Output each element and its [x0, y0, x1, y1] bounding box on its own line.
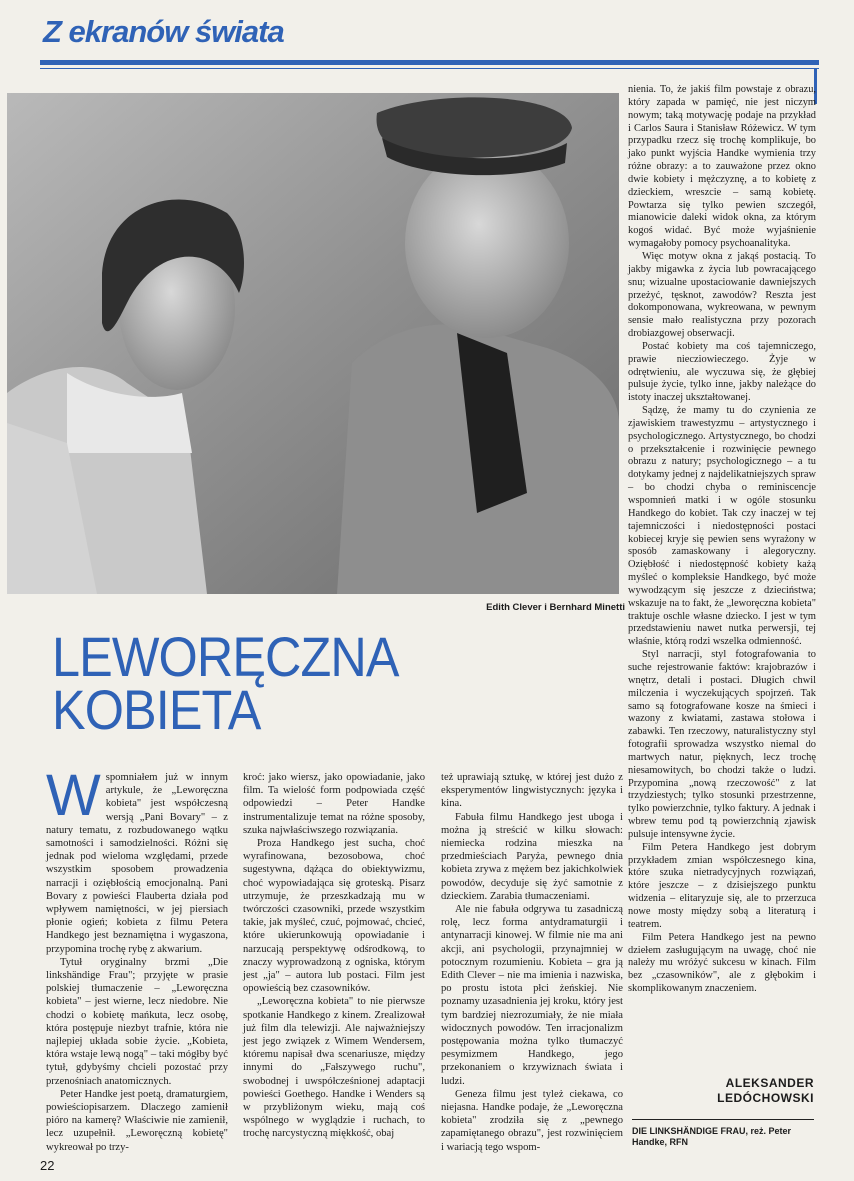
film-still-illustration: [7, 93, 619, 594]
column-2-paragraph-2: Proza Handkego jest sucha, choć wyrafinowana, bezosobowa, choć sugestywna, dążąca do obiektywizmu, choć wypowiadająca się groteską. Pisarz utrzymuje, że przeszkadzają mu w twórczości czasowniki, przede wszystkim takie, jak myśleć, czuć, pojmować, chcieć, które ukierunkowują opowiadanie i narzucają perspektywę odśrodkową, to znaczy wyprowadzoną z ogniska, którym jest „ja" – autora lub postaci. Film jest opowieścią bez czasowników.: [243, 838, 425, 995]
column-3-paragraph-1: też uprawiają sztukę, w której jest dużo z eksperymentów lingwistycznych: języka i kina.: [441, 772, 623, 810]
section-rule: [40, 60, 819, 65]
photo-caption: Edith Clever i Bernhard Minetti: [486, 602, 625, 613]
column-2-paragraph-1: kroć: jako wiersz, jako opowiadanie, jako film. Ta wielość form podpowiada część odpowiedzi – Peter Handke instrumentalizuje temat na różne sposoby, szuka najwłaściwszego rozwiązania.: [243, 772, 425, 836]
column-1-paragraph-2: Tytuł oryginalny brzmi „Die linkshändige Frau"; przyjęte w prasie polskiej tłumaczenie – „Leworęczna kobieta" – jest wierne, lecz niedobre. Nie chodzi o kobietę mańkuta, lecz osobę, która postępuje niezbyt trafnie, która nie najlepiej układa sobie życie. „Kobieta, która wstaje lewą nogą" – taki mógłby być tytuł, gdybyśmy chcieli pozostać przy przenośniach anatomicznych.: [46, 956, 228, 1087]
column-3-paragraph-3: Ale nie fabuła odgrywa tu zasadniczą rolę, lecz forma antydramaturgii i antynarracji kinowej. W filmie nie ma ani akcji, ani psychologii, przynajmniej w potocznym rozumieniu. Kobieta – gra ją Edith Clever – nie ma imienia i nazwiska, po prostu istota płci żeńskiej. Nie poznamy uzasadnienia jej kroku, który jest tym bardziej niezrozumiały, że nie miała widocznych powodów. Ten irracjonalizm postępowania można tylko tłumaczyć pesymizmem Handkego, jego przekonaniem o krzywiznach świata i ludzi.: [441, 904, 623, 1087]
page-number: 22: [40, 1158, 55, 1173]
article-column-2: [243, 771, 425, 1146]
author-last-name: LEDÓCHOWSKI: [717, 1091, 814, 1105]
column-2-paragraph-3: „Leworęczna kobieta" to nie pierwsze spotkanie Handkego z kinem. Zrealizował już film dla telewizji. Ale najważniejszy jest jego związek z Wimem Wendersem, któremu napisał dwa scenariusze, między innymi do „Fałszywego ruchu", swobodnej i uwspółcześnionej adaptacji powieści Goethego. Handke i Wenders są w przybliżonym wieku, mają coś wspólnego w wyglądzie i ruchach, to trochę narcystyczną miękkość, obaj: [243, 996, 425, 1140]
column-4-paragraph-3: Postać kobiety ma coś tajemniczego, prawie niecziowieczego. Żyje w odrętwieniu, ale wyczuwa się, że głębiej pulsuje życie, tylko inne, jakby należące do istoty inaczej ukształtowanej.: [628, 340, 816, 404]
column-4-paragraph-6: Film Petera Handkego jest dobrym przykładem zmian współczesnego kina, które szuka nietradycyjnych rozwiązań, które jeszcze – z dzisiejszego punktu widzenia – elitaryzuje się, ale to przerzuca nowe mosty między sobą a literaturą i teatrem.: [628, 841, 816, 930]
article-column-1: [46, 763, 228, 1153]
column-3-paragraph-4: Geneza filmu jest tyleż ciekawa, co niejasna. Handke podaje, że „Leworęczna kobieta" zrodziła się z „pewnego zapamiętanego obrazu", jest rozwinięciem i wariacją tego wspom-: [441, 1088, 623, 1153]
author-first-name: ALEKSANDER: [725, 1076, 814, 1090]
film-credits: DIE LINKSHÄNDIGE FRAU, reż. Peter Handke, RFN: [632, 1126, 792, 1147]
section-rule-thin: [40, 68, 819, 69]
article-author: [688, 1076, 814, 1106]
column-1-paragraph-1: Wspomniałem już w innym artykule, że „Leworęczna kobieta" jest współczesną wersją „Pani Bovary" – z natury tematu, z rozbudowanego wątku samotności i samodzielności. Różni się jednak pod wieloma względami, przede wszystkim sposobem prowadzenia narracji i oziębłością emocjonalną. Pani Bovary z powieści Flauberta działa pod wpływem namiętności, w jej piersiach płonie ogień; kobieta z filmu Petera Handkego jest beznamiętna i wygaszona, przypomina trochę rybę z akwarium.: [46, 763, 228, 955]
column-4-paragraph-2: Więc motyw okna z jakąś postacią. To jakby migawka z życia lub powracającego snu; wizualne upostaciowanie dawniejszych przeżyć, tęsknot, zawodów? Reszta jest dokomponowana, wykreowana, w pewnym sensie mało realistyczna przy pozorach drobiazgowej obserwacji.: [628, 250, 816, 340]
column-3-paragraph-2: Fabuła filmu Handkego jest uboga i można ją streścić w kilku słowach: niemiecka rodzina mieszka na przedmieściach Paryża, pewnego dnia kobieta zrywa z mężem bez jakichkolwiek powodów, decyduje się żyć samotnie z dzieckiem. Zarabia tłumaczeniami.: [441, 811, 623, 902]
column-4-paragraph-1: nienia. To, że jakiś film powstaje z obrazu, który zapada w pamięć, nie jest niczym nowym; taką motywację podaje na przykład i Carlos Saura i Stanisław Różewicz. W tym przypadku rzecz się trochę komplikuje, bo jako punkt wyjścia Handke wymienia trzy różne obrazy: a to zauważone przez okno dwie kobiety i mężczyznę, a to kobietę z dzieckiem, wreszcie – samą kobietę. Powtarza się tylko pewien szczegół, mianowicie daleki widok okna, za którym kogoś widać. Być może wyjaśnienie wymagałoby pomocy psychoanalityka.: [628, 84, 816, 250]
credits-rule: [632, 1119, 814, 1120]
headline-line-2: KOBIETA: [52, 678, 261, 741]
column-1-paragraph-3: Peter Handke jest poetą, dramaturgiem, powieściopisarzem. Dlaczego zamienił pióro na kamerę? Właściwie nie zamienił, lecz uzupełnił. „Leworęczną kobietę" wykreował po trzy-: [46, 1088, 228, 1153]
column-4-paragraph-5: Styl narracji, styl fotografowania to suche rejestrowanie faktów: krajobrazów i wnętrz, detali i postaci. Długich chwil milczenia i wyczekujących spojrzeń. Tak samo są fotografowane kosze na śmieci i wazony z kwiatami, zastawa stołowa i zabawki. Ten rzeczowy, naturalistyczny styl fotografii sprowadza wszystko niemal do martwych natur, pięknych, lecz trochę niesamowitych, bo chodzi także o ludzi. Przypomina „nową rzeczowość" z lat trzydziestych; tylko stosunki przestrzenne, tylko powierzchnie, tylko faktury. A jednak i wbrew temu pod tą powierzchnią zjawisk pulsuje intensywne życie.: [628, 649, 816, 840]
film-still-photo: [7, 93, 619, 594]
drop-cap: W: [46, 763, 101, 828]
article-headline: [52, 625, 399, 741]
article-column-4: [628, 84, 816, 1070]
column-4-paragraph-4: Sądzę, że mamy tu do czynienia ze zjawiskiem trawestyzmu – artystycznego i psychologicznego. Artystycznego, bo chodzi o przekształcenie i rozwinięcie pewnego obrazu z natury; psychologicznego – a tu dotykamy jednej z najdelikatniejszych spraw – bo chodzi chyba o reminiscencje wspomnień matki i w ogóle stosunku Handkego do kobiet. Tak czy inaczej w tej tajemniczości i niedostępności postaci kobiecej kryje się pewien sens wyrażony w sposób zamaskowany i alegoryczny. Oziębłość i niedostępność kobiety każą myśleć o kompleksie Handkego, być może wywodzącym się jeszcze z dzieciństwa; wskazuje na to fakt, że „leworęczna kobieta" traktuje oschle własne dziecko. I jest w tym przedstawieniu nawet nutka perwersji, tej właśnie, którą rodzi wszelka odmienność.: [628, 405, 816, 648]
section-title: Z ekranów świata: [43, 14, 284, 49]
headline-line-1: LEWORĘCZNA: [52, 625, 399, 688]
column-4-paragraph-7: Film Petera Handkego jest na pewno dziełem zasługującym na uwagę, choć nie należy mu wróżyć sukcesu w kinach. Film bez „czasowników", ale z głębokim i skomplikowanym znaczeniem.: [628, 931, 816, 995]
article-column-3: [441, 771, 623, 1153]
